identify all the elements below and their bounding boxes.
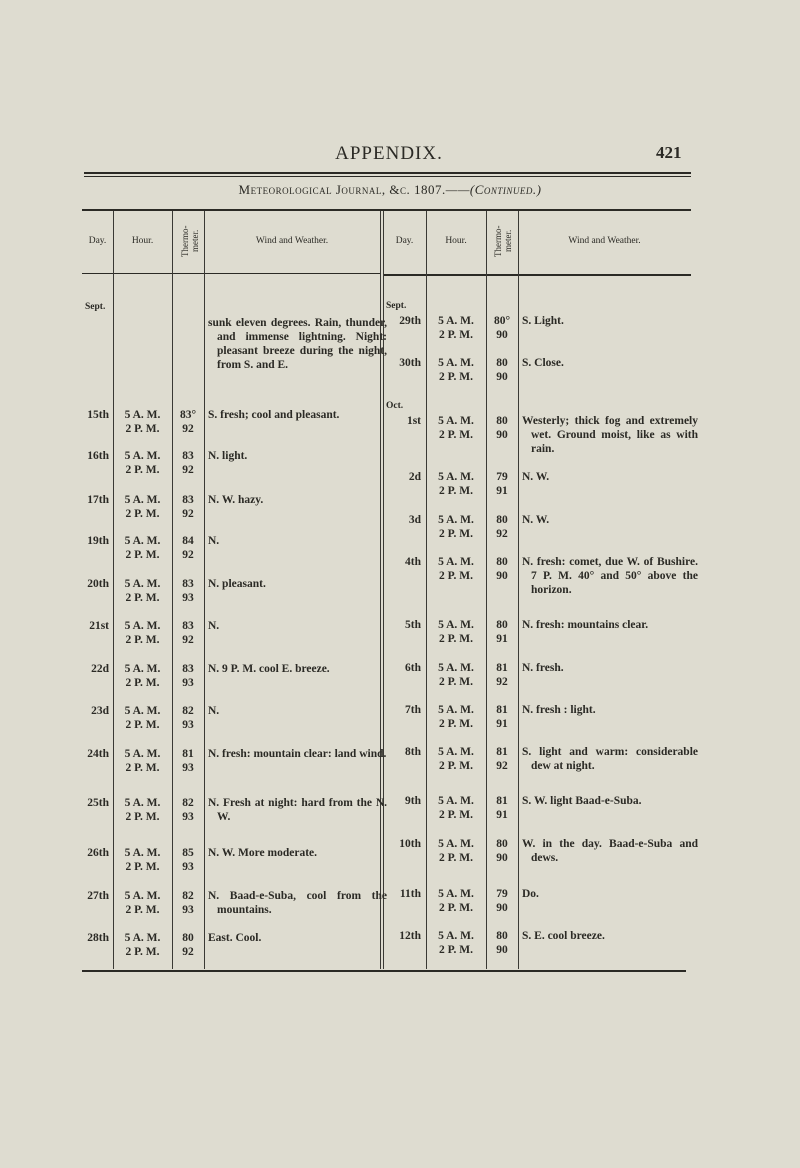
header-double-rule-thin xyxy=(84,176,691,177)
weather-cell: N. W. More moderate. xyxy=(208,847,318,859)
hour-value: 5 A. M. xyxy=(438,795,474,807)
hour-cell xyxy=(113,493,172,521)
weather-cell: S. Light. xyxy=(522,315,564,327)
hour-value: 5 A. M. xyxy=(438,746,474,758)
day-cell: 20th xyxy=(87,578,109,590)
hour-value: 2 P. M. xyxy=(125,549,160,561)
weather-cell: N. W. hazy. xyxy=(208,494,264,506)
temperature-value: 79 xyxy=(496,471,508,483)
hour-value: 2 P. M. xyxy=(125,508,160,520)
hour-value: 2 P. M. xyxy=(125,811,160,823)
day-cell: 4th xyxy=(405,556,421,568)
temperature-value: 91 xyxy=(496,633,508,645)
temperature-value: 90 xyxy=(496,570,508,582)
hour-cell xyxy=(426,703,486,731)
hour-value: 5 A. M. xyxy=(124,705,161,717)
thermometer-cell xyxy=(486,929,518,957)
day-cell: 17th xyxy=(87,494,109,506)
thermometer-cell xyxy=(172,534,204,562)
weather-cell: N. 9 P. M. cool E. breeze. xyxy=(208,663,330,675)
hour-value xyxy=(113,314,172,328)
day-cell: 27th xyxy=(87,890,109,902)
temperature-value: 80 xyxy=(496,415,508,427)
weather-cell: Westerly; thick fog and extremely wet. Ground moist, like as with rain. xyxy=(522,415,698,455)
hour-value xyxy=(113,300,172,314)
temperature-value: 91 xyxy=(496,718,508,730)
hour-value: 5 A. M. xyxy=(124,847,161,859)
weather-cell: N. xyxy=(208,620,220,632)
day-cell: 9th xyxy=(405,795,421,807)
hour-value: 5 A. M. xyxy=(124,797,161,809)
header-bottom-rule-left xyxy=(82,273,380,274)
hour-value: 2 P. M. xyxy=(125,634,160,646)
hour-value: 2 P. M. xyxy=(125,946,160,958)
hour-cell xyxy=(113,846,172,874)
hour-value: 5 A. M. xyxy=(438,514,474,526)
hour-cell xyxy=(426,414,486,442)
temperature-value: 83 xyxy=(182,663,194,675)
thermometer-cell xyxy=(172,300,204,328)
thermometer-cell xyxy=(172,619,204,647)
hour-value: 5 A. M. xyxy=(124,932,161,944)
weather-cell: N. fresh: comet, due W. of Bushire. 7 P. M. 40° and 50° above the horizon. xyxy=(522,556,698,596)
temperature-value: 92 xyxy=(182,634,194,646)
weather-cell: S. fresh; cool and pleasant. xyxy=(208,409,340,421)
thermometer-cell xyxy=(486,618,518,646)
thermometer-cell xyxy=(172,931,204,959)
thermometer-cell xyxy=(486,703,518,731)
thermometer-cell xyxy=(486,794,518,822)
hour-value: 2 P. M. xyxy=(438,528,474,540)
thermometer-cell xyxy=(486,314,518,342)
thermometer-cell xyxy=(172,662,204,690)
hour-value: 2 P. M. xyxy=(125,423,160,435)
temperature-value: 93 xyxy=(182,861,194,873)
running-head: APPENDIX. xyxy=(335,143,443,164)
temperature-value: 90 xyxy=(496,852,508,864)
thermometer-cell xyxy=(486,414,518,442)
temperature-value: 80 xyxy=(496,930,508,942)
day-cell: 2d xyxy=(408,471,421,483)
day-cell: 5th xyxy=(405,619,421,631)
temperature-value: 81 xyxy=(496,746,508,758)
weather-cell: N. Fresh at night: hard from the N. W. xyxy=(208,797,387,823)
temperature-value: 93 xyxy=(182,762,194,774)
table-title xyxy=(0,182,780,198)
temperature-value: 90 xyxy=(496,329,508,341)
header-thermometer-right: Thermo-meter. xyxy=(493,225,513,257)
hour-value: 2 P. M. xyxy=(125,861,160,873)
day-cell: 22d xyxy=(91,663,109,675)
hour-value: 5 A. M. xyxy=(124,494,161,506)
hour-value: 2 P. M. xyxy=(438,485,474,497)
temperature-value: 93 xyxy=(182,719,194,731)
page-number: 421 xyxy=(656,143,682,162)
thermometer-cell xyxy=(486,356,518,384)
temperature-value: 91 xyxy=(496,485,508,497)
hour-value: 5 A. M. xyxy=(124,748,161,760)
temperature-value: 92 xyxy=(496,528,508,540)
thermometer-cell xyxy=(486,661,518,689)
hour-value: 5 A. M. xyxy=(438,704,474,716)
day-cell: 19th xyxy=(87,535,109,547)
hour-value: 2 P. M. xyxy=(125,592,160,604)
temperature-value: 83 xyxy=(182,494,194,506)
hour-value: 5 A. M. xyxy=(438,888,474,900)
temperature-value: 80 xyxy=(496,838,508,850)
day-cell: 16th xyxy=(87,450,109,462)
temperature-value: 90 xyxy=(496,902,508,914)
day-cell: 24th xyxy=(87,748,109,760)
temperature-value: 93 xyxy=(182,677,194,689)
thermometer-cell xyxy=(172,449,204,477)
hour-value: 5 A. M. xyxy=(124,578,161,590)
day-cell: 11th xyxy=(399,888,421,900)
hour-cell xyxy=(113,704,172,732)
hour-cell xyxy=(426,356,486,384)
day-cell: 21st xyxy=(89,620,109,632)
temperature-value: 83 xyxy=(182,578,194,590)
thermometer-cell xyxy=(486,745,518,773)
hour-cell xyxy=(113,931,172,959)
thermometer-cell xyxy=(486,837,518,865)
weather-cell: S. W. light Baad-e-Suba. xyxy=(522,795,642,807)
thermometer-cell xyxy=(486,555,518,583)
temperature-value: 90 xyxy=(496,429,508,441)
day-cell: 10th xyxy=(399,838,421,850)
header-day-right: Day. xyxy=(395,236,414,246)
temperature-value: 92 xyxy=(182,464,194,476)
hour-cell xyxy=(426,555,486,583)
day-cell: 15th xyxy=(87,409,109,421)
day-cell: 3d xyxy=(408,514,421,526)
header-hour-left: Hour. xyxy=(131,236,154,246)
temperature-value: 90 xyxy=(496,371,508,383)
temperature-value: 83° xyxy=(179,409,197,421)
hour-cell xyxy=(426,513,486,541)
header-weather-left: Wind and Weather. xyxy=(255,236,329,246)
weather-cell: N. W. xyxy=(522,471,550,483)
hour-value: 5 A. M. xyxy=(438,838,474,850)
weather-cell: sunk eleven degrees. Rain, thunder, and immense lightning. Night: pleasant breeze during the night, from S. and E. xyxy=(208,317,387,371)
hour-cell xyxy=(113,408,172,436)
day-cell: 6th xyxy=(405,662,421,674)
temperature-value: 90 xyxy=(496,944,508,956)
hour-cell xyxy=(113,619,172,647)
temperature-value: 83 xyxy=(182,620,194,632)
weather-cell: N. Baad-e-Suba, cool from the mountains. xyxy=(208,890,387,916)
thermometer-cell xyxy=(486,470,518,498)
hour-value: 2 P. M. xyxy=(438,760,474,772)
hour-value: 2 P. M. xyxy=(438,809,474,821)
hour-cell xyxy=(426,661,486,689)
day-cell: 29th xyxy=(399,315,421,327)
day-cell: 23d xyxy=(91,705,109,717)
hour-cell xyxy=(426,618,486,646)
thermometer-cell xyxy=(172,704,204,732)
temperature-value: 92 xyxy=(182,549,194,561)
temperature-value: 82 xyxy=(182,705,194,717)
temperature-value: 92 xyxy=(496,676,508,688)
header-day-left: Day. xyxy=(88,236,107,246)
temperature-value: 93 xyxy=(182,904,194,916)
day-cell: 30th xyxy=(399,357,421,369)
weather-cell: N. fresh. xyxy=(522,662,564,674)
hour-value: 2 P. M. xyxy=(125,677,160,689)
hour-value: 5 A. M. xyxy=(124,890,161,902)
header-thermometer-left: Thermo-meter. xyxy=(180,225,200,257)
hour-cell xyxy=(113,796,172,824)
day-cell: 12th xyxy=(399,930,421,942)
temperature-value: 80 xyxy=(496,556,508,568)
hour-cell xyxy=(113,747,172,775)
header-bottom-rule-right xyxy=(384,274,691,276)
header-double-rule xyxy=(84,172,691,174)
thermometer-cell xyxy=(172,889,204,917)
temperature-value: 92 xyxy=(182,946,194,958)
hour-cell xyxy=(113,577,172,605)
hour-value: 5 A. M. xyxy=(438,357,474,369)
temperature-value: 80 xyxy=(496,357,508,369)
thermometer-cell xyxy=(486,887,518,915)
temperature-value: 85 xyxy=(182,847,194,859)
month-label: Sept. xyxy=(85,302,106,312)
hour-cell xyxy=(426,314,486,342)
weather-cell: N. fresh: mountains clear. xyxy=(522,619,649,631)
weather-cell: N. xyxy=(208,705,220,717)
month-label: Oct. xyxy=(386,401,404,411)
hour-value: 2 P. M. xyxy=(438,718,474,730)
hour-value: 5 A. M. xyxy=(124,409,161,421)
hour-value: 2 P. M. xyxy=(125,464,160,476)
hour-value: 2 P. M. xyxy=(438,902,474,914)
weather-cell: N. light. xyxy=(208,450,248,462)
hour-value: 2 P. M. xyxy=(438,429,474,441)
table-title-continued: ——(Continued.) xyxy=(445,182,542,197)
month-label: Sept. xyxy=(386,301,407,311)
hour-cell xyxy=(113,534,172,562)
hour-cell xyxy=(426,470,486,498)
hour-value: 2 P. M. xyxy=(438,852,474,864)
hour-value: 5 A. M. xyxy=(438,415,474,427)
hour-value: 2 P. M. xyxy=(125,762,160,774)
hour-value: 5 A. M. xyxy=(124,535,161,547)
hour-cell xyxy=(426,887,486,915)
hour-value: 5 A. M. xyxy=(438,619,474,631)
weather-cell: N. xyxy=(208,535,220,547)
temperature-value xyxy=(172,300,204,314)
temperature-value: 83 xyxy=(182,450,194,462)
hour-cell xyxy=(426,929,486,957)
header-hour-right: Hour. xyxy=(445,236,467,246)
column-divider xyxy=(204,211,205,969)
temperature-value: 93 xyxy=(182,592,194,604)
hour-value: 5 A. M. xyxy=(438,662,474,674)
thermometer-cell xyxy=(172,846,204,874)
weather-cell: N. fresh : light. xyxy=(522,704,596,716)
hour-value: 5 A. M. xyxy=(438,556,474,568)
table-title-text: Meteorological Journal, &c. 1807. xyxy=(238,182,446,197)
temperature-value: 80 xyxy=(496,514,508,526)
hour-value: 5 A. M. xyxy=(124,450,161,462)
hour-cell xyxy=(113,449,172,477)
table-top-rule xyxy=(82,209,691,211)
thermometer-cell xyxy=(172,796,204,824)
hour-cell xyxy=(426,837,486,865)
temperature-value: 80 xyxy=(496,619,508,631)
temperature-value: 80° xyxy=(493,315,511,327)
hour-cell xyxy=(113,662,172,690)
temperature-value: 92 xyxy=(496,760,508,772)
hour-value: 2 P. M. xyxy=(438,944,474,956)
hour-value: 2 P. M. xyxy=(438,570,474,582)
day-cell: 28th xyxy=(87,932,109,944)
column-divider xyxy=(518,211,519,969)
thermometer-cell xyxy=(486,513,518,541)
hour-value: 5 A. M. xyxy=(438,471,474,483)
hour-value: 5 A. M. xyxy=(124,663,161,675)
hour-value: 2 P. M. xyxy=(438,371,474,383)
day-cell: 25th xyxy=(87,797,109,809)
hour-value: 5 A. M. xyxy=(438,930,474,942)
temperature-value: 81 xyxy=(496,704,508,716)
hour-cell xyxy=(113,300,172,328)
temperature-value: 93 xyxy=(182,811,194,823)
weather-cell: N. fresh: mountain clear: land wind. xyxy=(208,748,387,760)
hour-value: 2 P. M. xyxy=(438,633,474,645)
weather-cell: Do. xyxy=(522,888,539,900)
temperature-value: 82 xyxy=(182,890,194,902)
day-cell: 8th xyxy=(405,746,421,758)
temperature-value: 81 xyxy=(496,662,508,674)
weather-cell: N. W. xyxy=(522,514,550,526)
hour-value: 2 P. M. xyxy=(125,904,160,916)
weather-cell: N. pleasant. xyxy=(208,578,266,590)
temperature-value: 91 xyxy=(496,809,508,821)
table-bottom-rule xyxy=(82,970,686,972)
temperature-value xyxy=(172,314,204,328)
temperature-value: 81 xyxy=(182,748,194,760)
hour-value: 5 A. M. xyxy=(438,315,474,327)
hour-value: 2 P. M. xyxy=(438,676,474,688)
day-cell: 26th xyxy=(87,847,109,859)
weather-cell: S. Close. xyxy=(522,357,564,369)
weather-cell: S. light and warm: considerable dew at night. xyxy=(522,746,698,772)
weather-cell: East. Cool. xyxy=(208,932,262,944)
hour-cell xyxy=(426,745,486,773)
temperature-value: 80 xyxy=(182,932,194,944)
thermometer-cell xyxy=(172,493,204,521)
day-cell: 7th xyxy=(405,704,421,716)
temperature-value: 79 xyxy=(496,888,508,900)
thermometer-cell xyxy=(172,577,204,605)
weather-cell: S. E. cool breeze. xyxy=(522,930,605,942)
hour-value: 2 P. M. xyxy=(438,329,474,341)
temperature-value: 84 xyxy=(182,535,194,547)
hour-value: 2 P. M. xyxy=(125,719,160,731)
hour-cell xyxy=(113,889,172,917)
temperature-value: 82 xyxy=(182,797,194,809)
header-weather-right: Wind and Weather. xyxy=(568,236,641,246)
weather-cell: W. in the day. Baad-e-Suba and dews. xyxy=(522,838,698,864)
day-cell: 1st xyxy=(406,415,421,427)
temperature-value: 81 xyxy=(496,795,508,807)
hour-value: 5 A. M. xyxy=(124,620,161,632)
temperature-value: 92 xyxy=(182,508,194,520)
hour-cell xyxy=(426,794,486,822)
thermometer-cell xyxy=(172,408,204,436)
temperature-value: 92 xyxy=(182,423,194,435)
thermometer-cell xyxy=(172,747,204,775)
